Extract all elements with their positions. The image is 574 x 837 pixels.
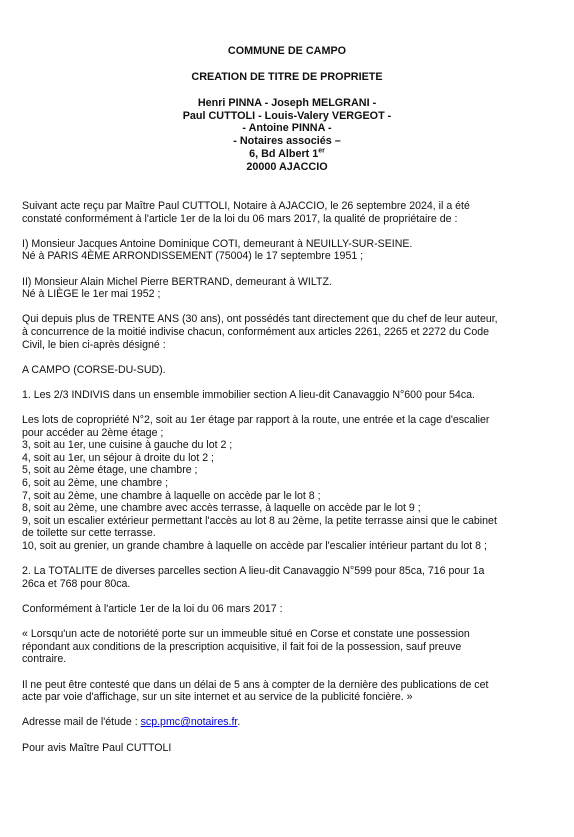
notary-line: Paul CUTTOLI - Louis-Valery VERGEOT -	[182, 109, 392, 122]
notary-line: - Antoine PINNA -	[242, 122, 332, 135]
office-city: 20000 AJACCIO	[246, 160, 328, 173]
item-2-paragraph: 2. La TOTALITE de diverses parcelles section A lieu-dit Canavaggio N°599 pour 85ca, 716 pour 1a 26ca et 768 pour 80ca.	[22, 565, 485, 590]
email-label: Adresse mail de l'étude :	[22, 716, 141, 729]
notary-line: - Notaires associés –	[233, 135, 341, 148]
owner-1-paragraph: I) Monsieur Jacques Antoine Dominique COTI, demeurant à NEUILLY-SUR-SEINE. Né à PARIS 4ÈME ARRONDISSEMENT (75004) le 17 septembre 1951 ;	[22, 237, 413, 263]
conformity-paragraph: Conformément à l'article 1er de la loi du 06 mars 2017 :	[22, 603, 283, 615]
owner-2-paragraph: II) Monsieur Alain Michel Pierre BERTRAND, demeurant à WILTZ. Né à LIÈGE le 1er mai 1952 ;	[22, 275, 332, 301]
notaries-block	[0, 97, 574, 173]
closing-paragraph: Pour avis Maître Paul CUTTOLI	[22, 741, 172, 754]
law-quote-paragraph-1: « Lorsqu'un acte de notoriété porte sur un immeuble situé en Corse et constate une possession répondant aux conditions de la prescription acquisitive, il fait foi de la possession, sauf preuve contraire.	[22, 628, 470, 666]
notary-line: Henri PINNA - Joseph MELGRANI -	[197, 97, 377, 109]
lots-paragraph: Les lots de copropriété N°2, soit au 1er étage par rapport à la route, une entrée et la cage d'escalier pour accéder au 2ème étage ; 3, soit au 1er, une cuisine à gauche du lot 2 ; 4, soit au 1er, un séjour à droite du lot 2 ; 5, soit au 2ème étage, une chambre ; 6, soit au 2ème, une chambre ; 7, soit au 2ème, une chambre à laquelle on accède par le lot 8 ; 8, soit au 2ème, une chambre avec accès terrasse, à laquelle on accède par le lot 9 ; 9, soit un escalier extérieur permettant l'accès au lot 8 au 2ème, la petite terrasse ainsi que le cabinet de toilette sur cette terrasse. 10, soit au grenier, un grande chambre à laquelle on accède par l'escalier intérieur partant du lot 8 ;	[22, 414, 497, 553]
email-paragraph: Adresse mail de l'étude : scp.pmc@notaires.fr.	[22, 716, 241, 729]
intro-paragraph: Suivant acte reçu par Maître Paul CUTTOLI, Notaire à AJACCIO, le 26 septembre 2024, il a été constaté conformément à l'article 1er de la loi du 06 mars 2017, la qualité de propriétaire de :	[22, 200, 470, 225]
commune-title: COMMUNE DE CAMPO	[227, 45, 347, 57]
document-title: CREATION DE TITRE DE PROPRIETE	[191, 71, 383, 83]
document-body	[22, 200, 536, 767]
possession-paragraph: Qui depuis plus de TRENTE ANS (30 ans), ont possédés tant directement que du chef de leur auteur, à concurrence de la moitié indivise chacun, conformément aux articles 2261, 2265 et 2272 du Code Civil, le bien ci-après désigné :	[22, 313, 498, 351]
item-1-paragraph: 1. Les 2/3 INDIVIS dans un ensemble immobilier section A lieu-dit Canavaggio N°600 pour 54ca.	[22, 388, 475, 401]
email-link[interactable]: scp.pmc@notaires.fr	[140, 716, 238, 729]
law-quote-paragraph-2: Il ne peut être contesté que dans un délai de 5 ans à compter de la dernière des publications de cet acte par voie d'affichage, sur un site internet et au service de la publicité foncière. »	[22, 678, 489, 704]
location-paragraph: A CAMPO (CORSE-DU-SUD).	[22, 363, 166, 376]
office-street: 6, Bd Albert 1er	[249, 147, 325, 160]
